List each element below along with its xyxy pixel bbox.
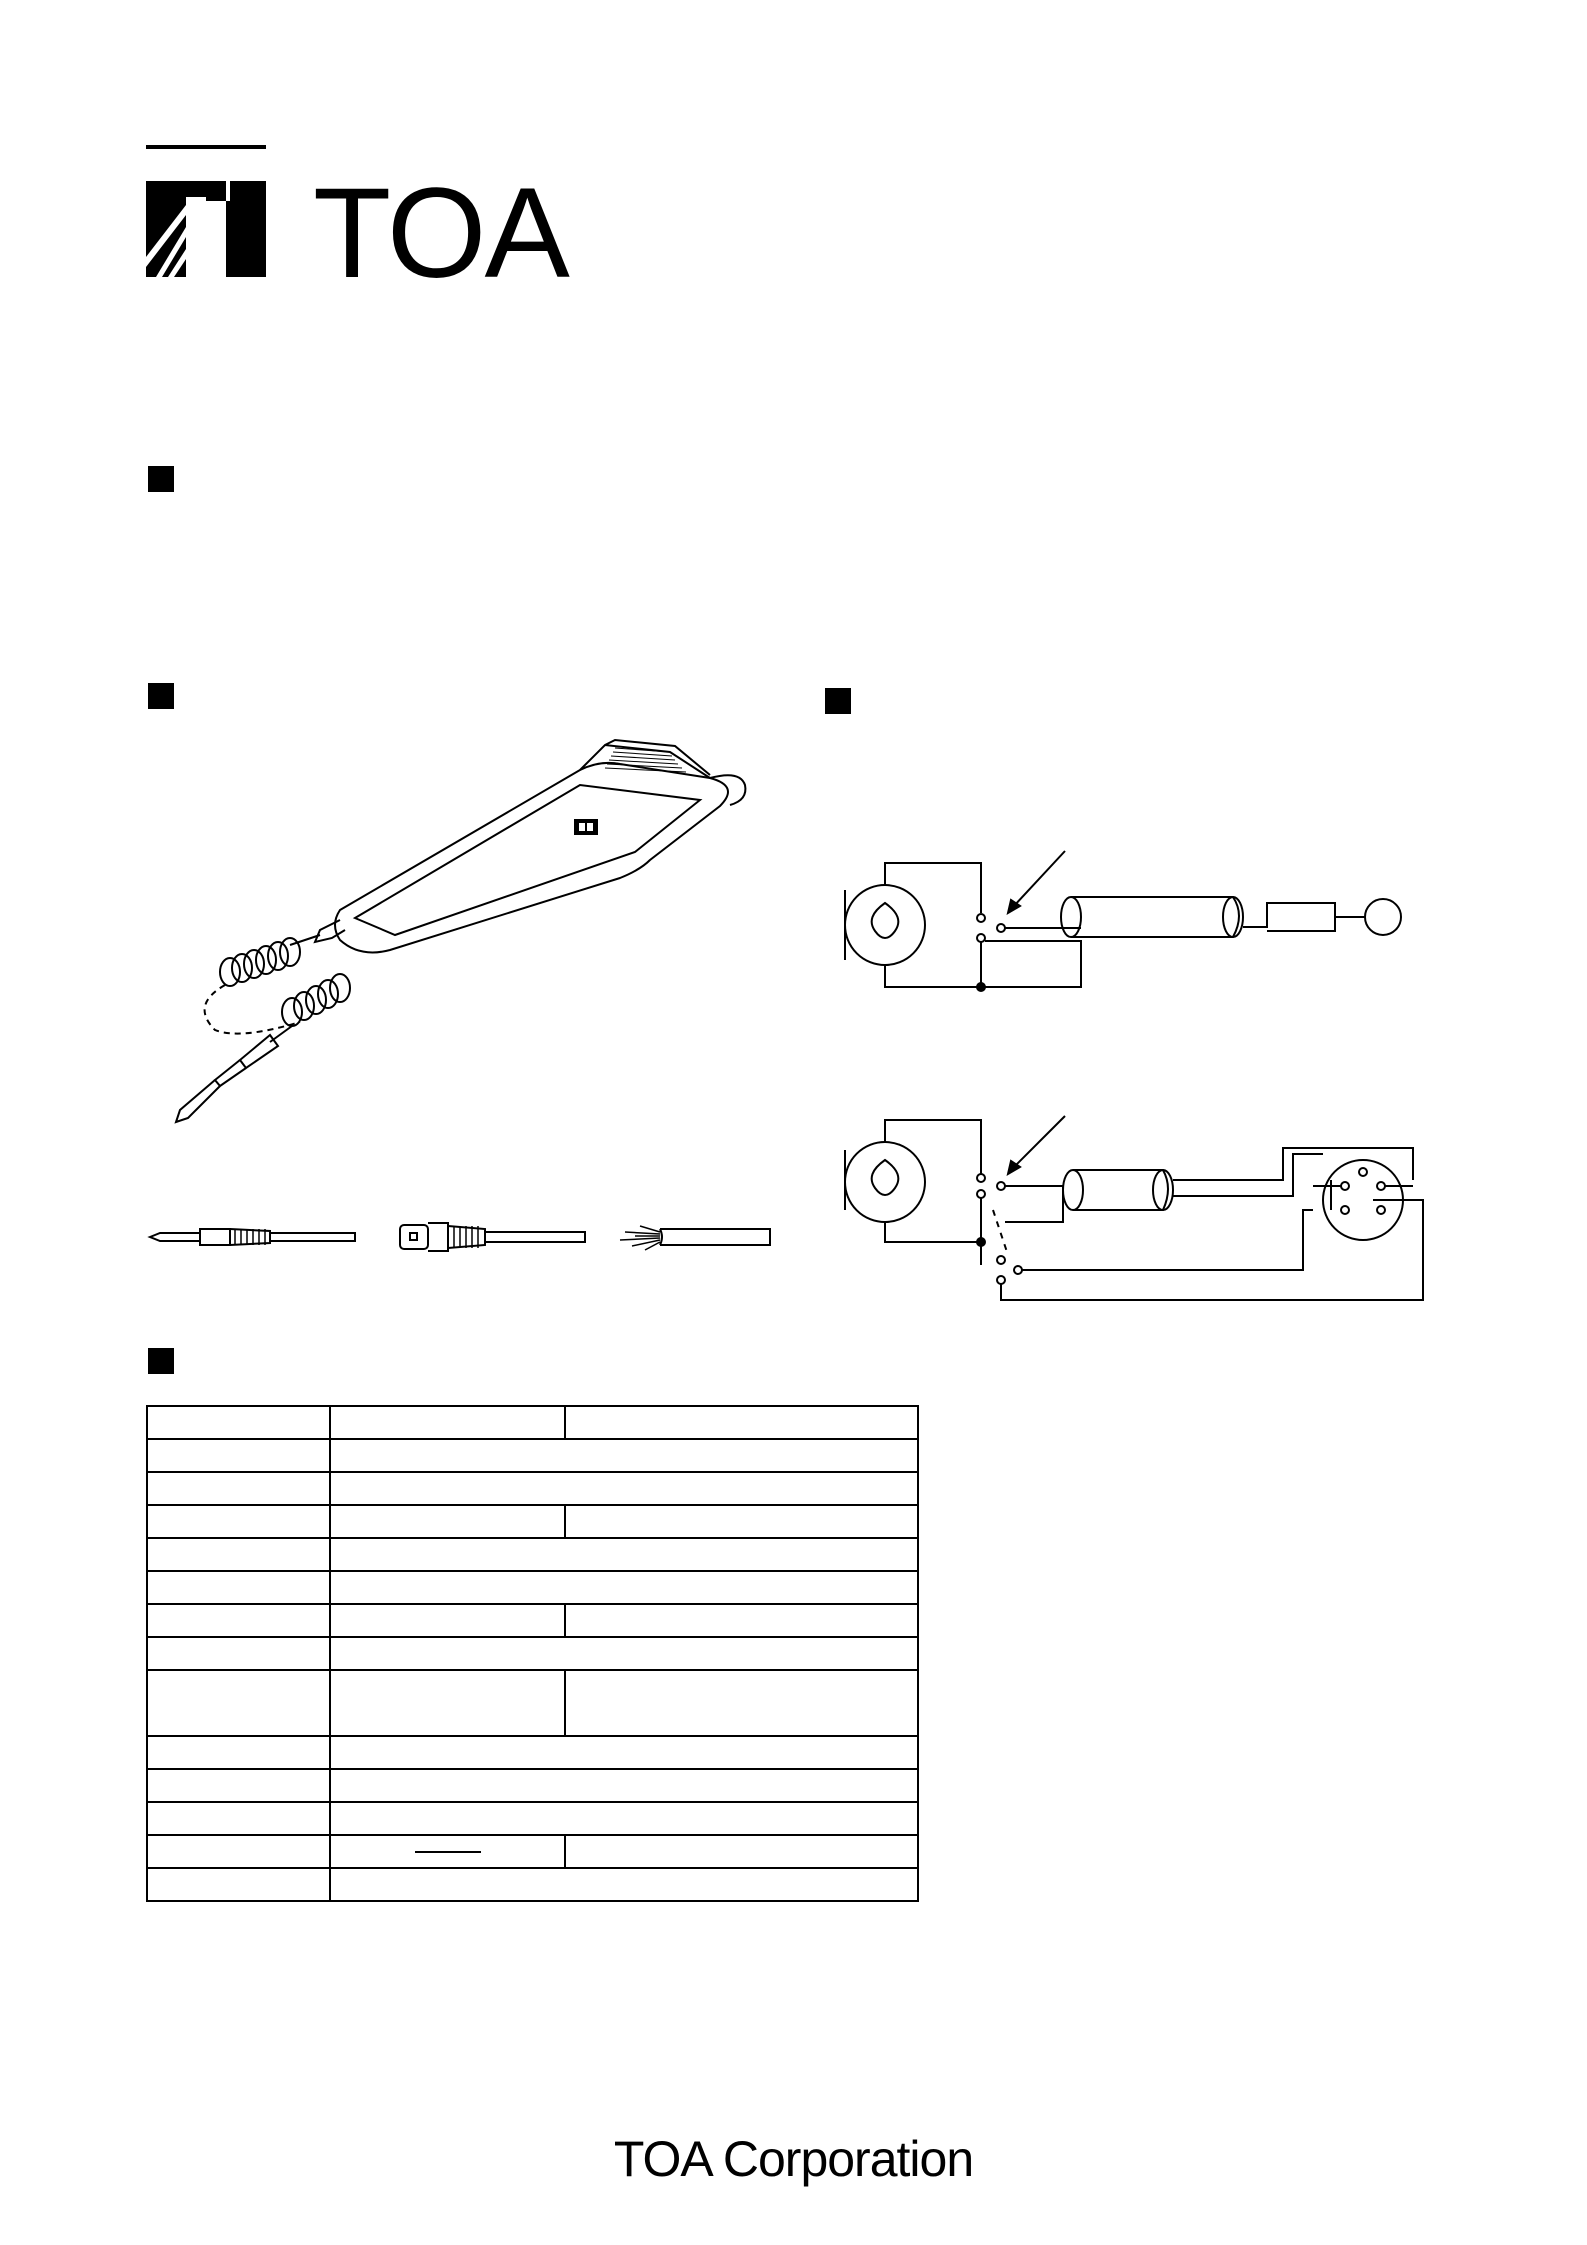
section-marker-general xyxy=(148,466,174,492)
table-row xyxy=(147,1835,918,1868)
spec-value-cell xyxy=(565,1670,918,1736)
table-row xyxy=(147,1637,918,1670)
spec-value-cell xyxy=(330,1571,918,1604)
spec-value-cell xyxy=(565,1835,918,1868)
spec-value-cell xyxy=(330,1802,918,1835)
spec-value-cell xyxy=(330,1406,565,1439)
toa-logo-mark-icon xyxy=(146,145,276,285)
circuit-diagram-din-connector xyxy=(843,1110,1443,1320)
spec-value-cell xyxy=(330,1538,918,1571)
bare-wire-end-icon xyxy=(620,1220,780,1254)
table-row xyxy=(147,1802,918,1835)
hand-microphone-illustration xyxy=(220,730,760,1150)
table-row xyxy=(147,1439,918,1472)
spec-value-cell xyxy=(330,1868,918,1901)
spec-value-cell xyxy=(565,1406,918,1439)
table-row xyxy=(147,1406,918,1439)
table-row xyxy=(147,1571,918,1604)
spec-label-cell xyxy=(147,1835,330,1868)
spec-value-cell xyxy=(330,1736,918,1769)
phone-plug-end-icon xyxy=(150,1222,360,1252)
spec-value-cell xyxy=(330,1670,565,1736)
spec-label-cell xyxy=(147,1802,330,1835)
section-marker-appearance xyxy=(148,683,174,709)
spec-label-cell xyxy=(147,1604,330,1637)
spec-label-cell xyxy=(147,1769,330,1802)
din-plug-end-icon xyxy=(400,1220,590,1254)
spec-label-cell xyxy=(147,1571,330,1604)
table-row xyxy=(147,1736,918,1769)
spec-value-cell xyxy=(330,1769,918,1802)
spec-value-cell xyxy=(565,1604,918,1637)
spec-label-cell xyxy=(147,1406,330,1439)
spec-label-cell xyxy=(147,1472,330,1505)
circuit-diagram-phone-plug xyxy=(843,845,1403,1015)
table-row xyxy=(147,1868,918,1901)
spec-label-cell xyxy=(147,1868,330,1901)
company-name: TOA Corporation xyxy=(613,2131,974,2187)
brand-wordmark: TOA xyxy=(313,162,568,305)
spec-value-cell xyxy=(330,1505,565,1538)
spec-value-cell xyxy=(565,1505,918,1538)
table-row xyxy=(147,1670,918,1736)
not-applicable-dash xyxy=(415,1851,481,1853)
spec-label-cell xyxy=(147,1505,330,1538)
spec-label-cell xyxy=(147,1637,330,1670)
spec-label-cell xyxy=(147,1736,330,1769)
spec-label-cell xyxy=(147,1439,330,1472)
table-row xyxy=(147,1472,918,1505)
table-row xyxy=(147,1769,918,1802)
specifications-table xyxy=(146,1405,919,1902)
section-marker-circuit xyxy=(825,688,851,714)
spec-value-cell xyxy=(330,1439,918,1472)
spec-label-cell xyxy=(147,1670,330,1736)
table-row xyxy=(147,1604,918,1637)
spec-value-cell xyxy=(330,1835,565,1868)
table-row xyxy=(147,1505,918,1538)
spec-label-cell xyxy=(147,1538,330,1571)
spec-value-cell xyxy=(330,1637,918,1670)
section-marker-specifications xyxy=(148,1348,174,1374)
spec-value-cell xyxy=(330,1472,918,1505)
table-row xyxy=(147,1538,918,1571)
spec-value-cell xyxy=(330,1604,565,1637)
